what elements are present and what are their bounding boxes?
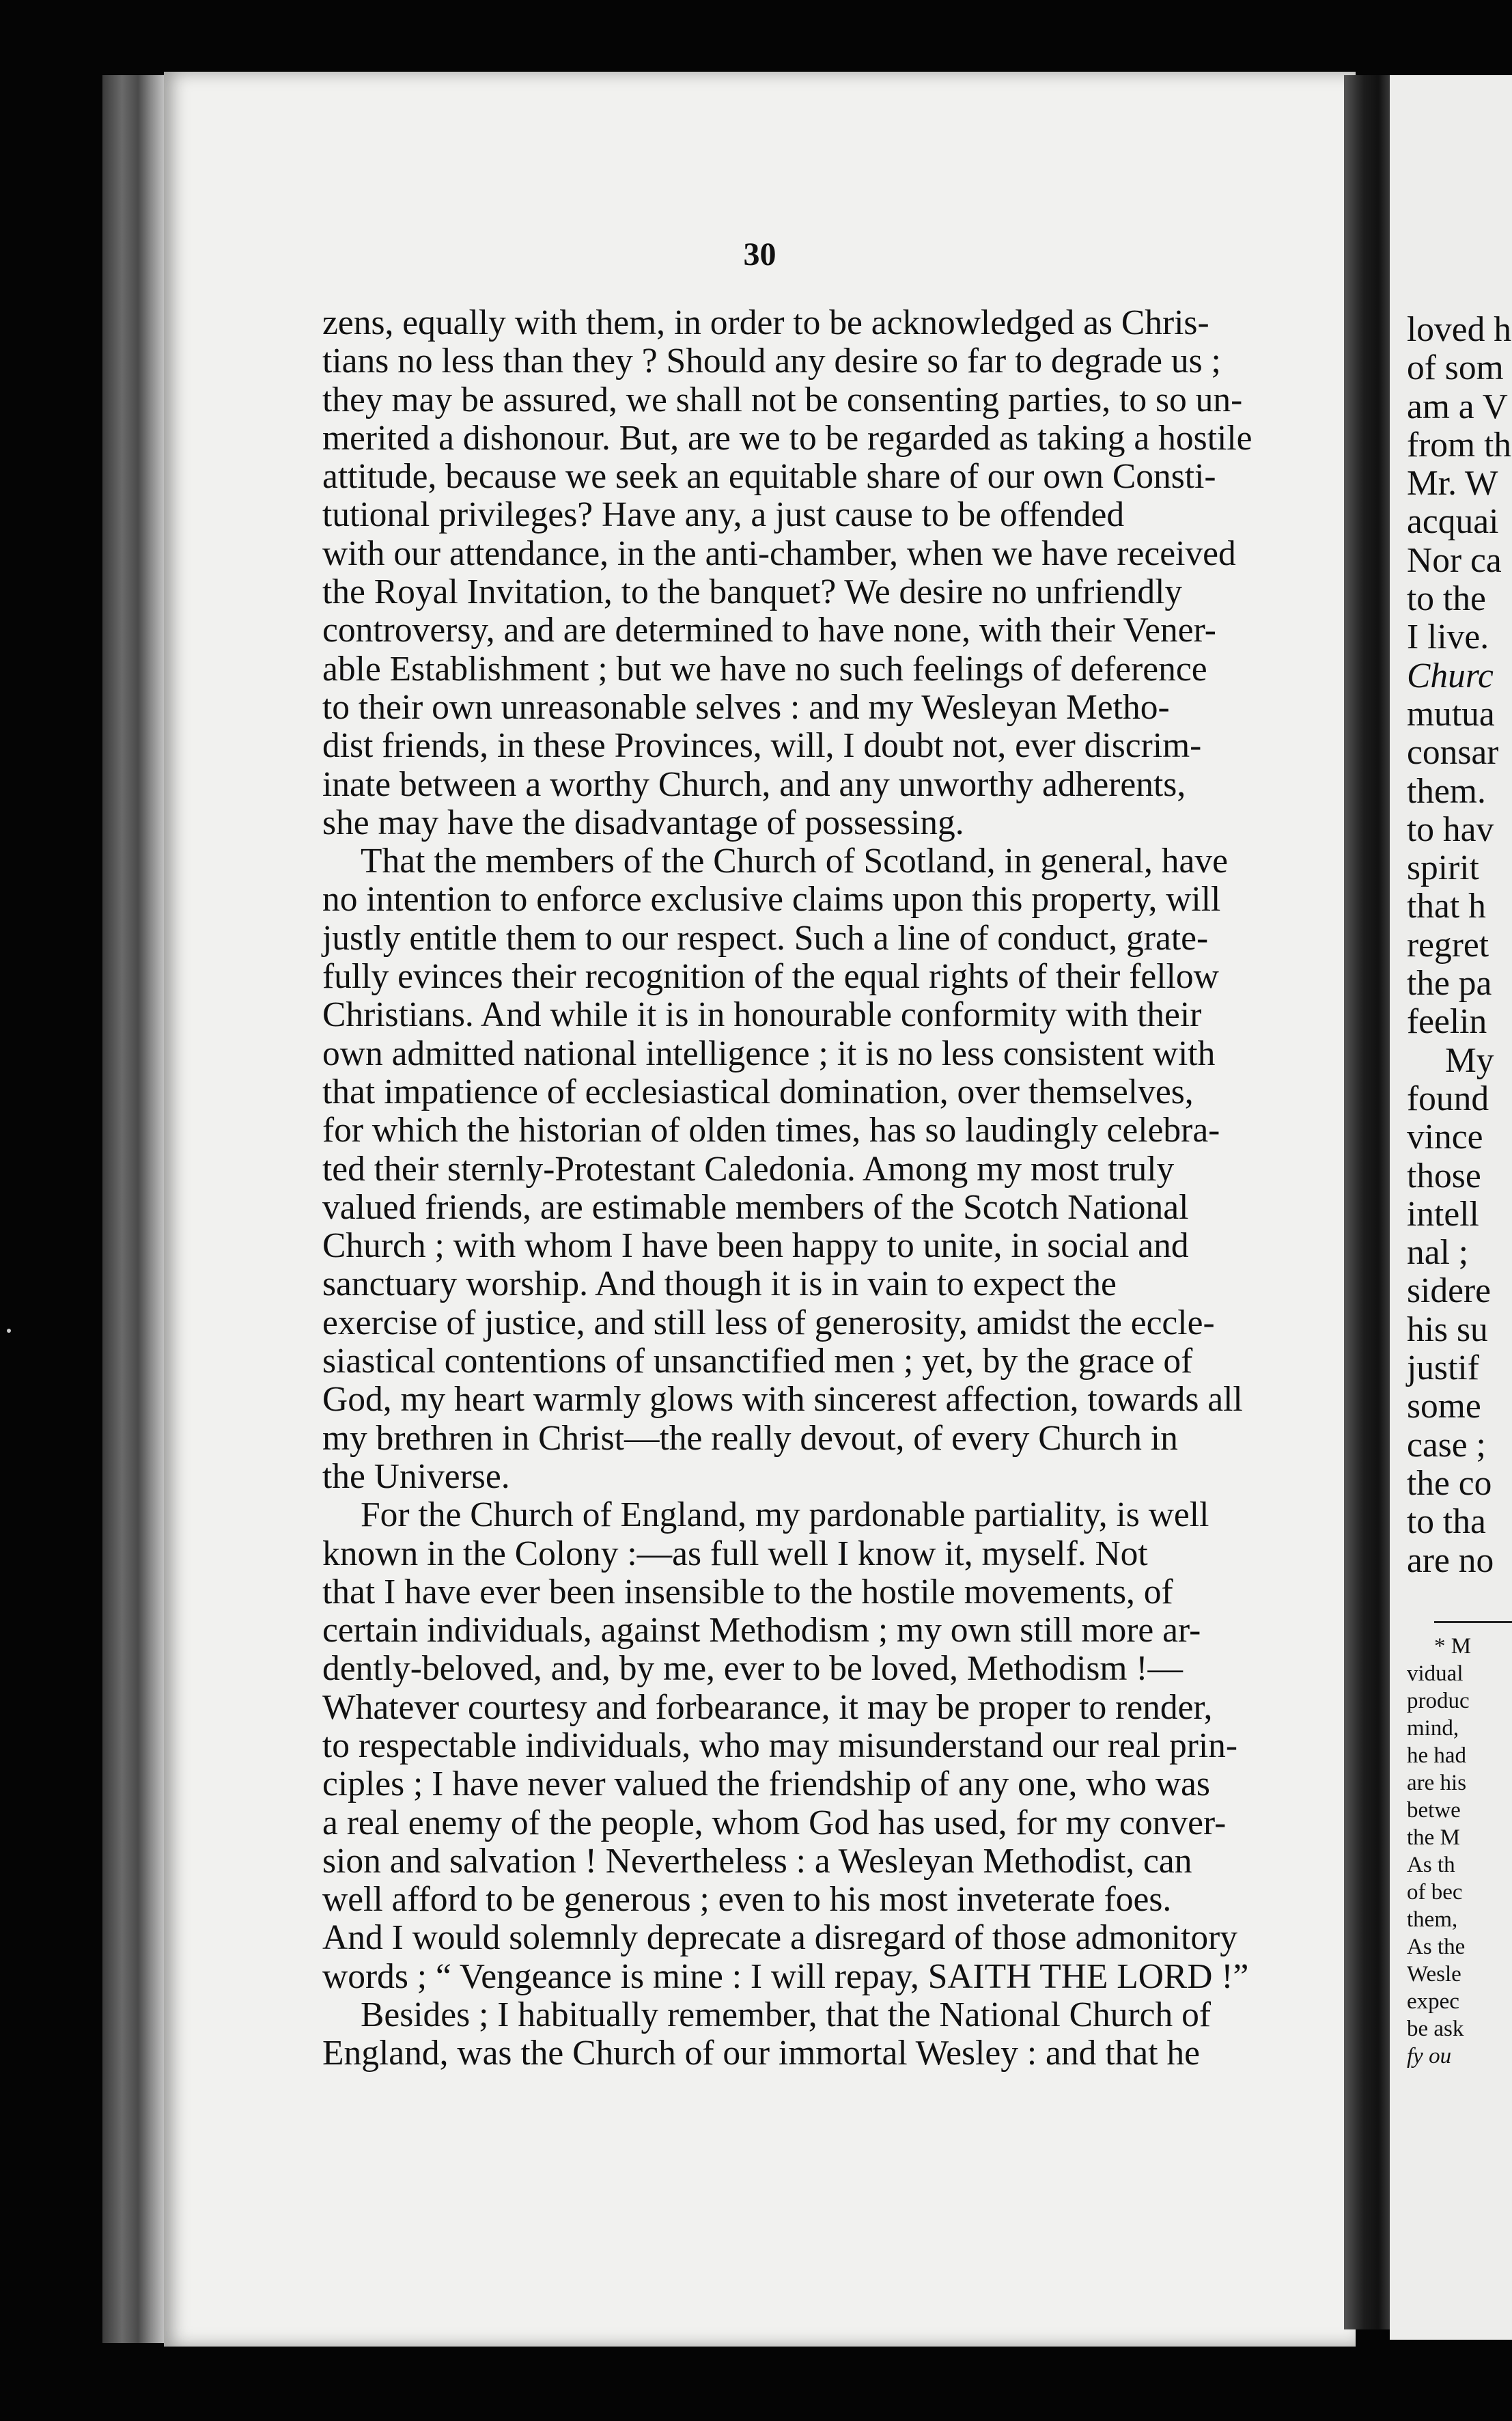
text-line: found [1407,1079,1489,1118]
text-line: the pa [1407,964,1492,1004]
text-line: able Establishment ; but we have no such feelings of deference [322,649,1207,689]
text-line: no intention to enforce exclusive claims upon this property, will [322,880,1221,919]
page-number: 30 [743,236,776,273]
text-line: fully evinces their recognition of the equal rights of their fellow [322,957,1219,997]
text-line: the Royal Invitation, to the banquet? We desire no unfriendly [322,572,1183,612]
footnote-line: fy ou [1407,2044,1452,2069]
text-line: justly entitle them to our respect. Such a line of conduct, grate- [322,918,1209,958]
text-line: God, my heart warmly glows with sincerest affection, towards all [322,1380,1243,1420]
footnote-line: betwe [1407,1798,1461,1823]
footnote-line: he had [1407,1743,1467,1768]
text-line: vince [1407,1118,1483,1157]
text-line: some [1407,1387,1481,1426]
text-line: justif [1407,1348,1479,1388]
text-line: Christians. And while it is in honourable conformity with their [322,995,1202,1035]
text-line: And I would solemnly deprecate a disregard of those admonitory [322,1918,1238,1958]
text-line: to hav [1407,810,1494,849]
text-line: she may have the disadvantage of possessing. [322,803,964,842]
footnote-line: mind, [1407,1716,1459,1741]
text-line: from th [1407,425,1512,465]
body-text [322,304,1483,2073]
text-line: his su [1407,1310,1488,1349]
text-line: tians no less than they ? Should any desire so far to degrade us ; [322,342,1221,381]
footnote-line: As th [1407,1853,1455,1877]
page-edge [102,75,167,2343]
adjacent-page [1390,75,1512,2340]
text-line: to the [1407,579,1486,619]
text-line: regret [1407,925,1489,965]
text-line: a real enemy of the people, whom God has used, for my conver- [322,1803,1227,1842]
text-line: valued friends, are estimable members of the Scotch National [322,1187,1189,1227]
text-line: own admitted national intelligence ; it is no less consistent with [322,1034,1216,1073]
paragraph-start-line: That the members of the Church of Scotland, in general, have [361,842,1228,881]
text-line: my brethren in Christ—the really devout, of every Church in [322,1418,1178,1458]
paragraph-start-line: My [1445,1040,1494,1080]
footnote-line: vidual [1407,1661,1464,1686]
text-line: those [1407,1156,1481,1195]
text-line: zens, equally with them, in order to be acknowledged as Chris- [322,303,1209,342]
text-line: am a V [1407,387,1508,426]
text-line: Whatever courtesy and forbearance, it may be proper to render, [322,1687,1213,1727]
paragraph-start-line: For the Church of England, my pardonable partiality, is well [361,1495,1209,1535]
text-line: for which the historian of olden times, has so laudingly celebra- [322,1111,1220,1150]
text-line: sidere [1407,1271,1491,1311]
adjacent-page-text [1407,311,1511,1580]
footnote-line: them, [1407,1907,1458,1932]
text-line: consar [1407,733,1499,773]
text-line: of som [1407,348,1504,388]
text-line: attitude, because we seek an equitable share of our own Consti- [322,457,1216,497]
footnote-line: be ask [1407,2017,1464,2041]
text-line: to respectable individuals, who may misunderstand our real prin- [322,1726,1238,1765]
footnote-line: the M [1407,1825,1460,1850]
text-line: spirit [1407,848,1479,888]
text-line: England, was the Church of our immortal Wesley : and that he [322,2034,1200,2073]
text-line: the co [1407,1463,1492,1503]
book-gutter [1344,75,1393,2329]
text-line: feelin [1407,1002,1487,1042]
text-line: inate between a worthy Church, and any unworthy adherents, [322,764,1186,804]
text-line: with our attendance, in the anti-chamber, when we have received [322,534,1236,573]
text-line: the Universe. [322,1456,510,1496]
text-line: case ; [1407,1425,1486,1465]
text-line: mutua [1407,694,1495,734]
footnote-line: As the [1407,1935,1466,1959]
text-line: well afford to be generous ; even to his most inveterate foes. [322,1880,1172,1920]
footnote-rule [1434,1621,1512,1623]
text-line: dently-beloved, and, by me, ever to be loved, Methodism !— [322,1649,1184,1689]
text-line: loved h [1407,310,1512,349]
text-line: Nor ca [1407,540,1502,580]
footnote-line: * M [1434,1634,1472,1659]
text-line: are no [1407,1540,1494,1580]
text-line: nal ; [1407,1233,1469,1273]
text-line: them. [1407,771,1486,811]
text-line: that impatience of ecclesiastical domination, over themselves, [322,1072,1194,1111]
footnote-line: produc [1407,1689,1470,1713]
text-line: to their own unreasonable selves : and my Wesleyan Metho- [322,687,1170,727]
text-line: tutional privileges? Have any, a just cause to be offended [322,495,1125,535]
text-line: siastical contentions of unsanctified men ; yet, by the grace of [322,1342,1193,1381]
text-line: exercise of justice, and still less of generosity, amidst the eccle- [322,1303,1215,1342]
text-line: to tha [1407,1502,1486,1542]
text-line: that h [1407,887,1486,926]
text-line: controversy, and are determined to have none, with their Vener- [322,611,1216,650]
book-page [164,72,1356,2347]
text-line: Church ; with whom I have been happy to unite, in social and [322,1226,1189,1266]
text-line: Churc [1407,656,1494,695]
footnote-line: expec [1407,1989,1459,2014]
text-line: sion and salvation ! Nevertheless : a Wesleyan Methodist, can [322,1841,1192,1881]
text-line: Mr. W [1407,464,1498,503]
text-line: known in the Colony :—as full well I know it, myself. Not [322,1534,1148,1573]
text-line: that I have ever been insensible to the hostile movements, of [322,1572,1173,1611]
footnote-line: Wesle [1407,1962,1461,1987]
text-line: I live. [1407,618,1489,657]
text-line: certain individuals, against Methodism ; my own still more ar- [322,1611,1201,1650]
text-line: ted their sternly-Protestant Caledonia. Among my most truly [322,1149,1175,1189]
footnote-line: of bec [1407,1880,1463,1905]
text-line: dist friends, in these Provinces, will, I doubt not, ever discrim- [322,726,1202,766]
text-line: ciples ; I have never valued the friendship of any one, who was [322,1765,1210,1804]
footnote-line: are his [1407,1771,1467,1795]
text-line: acquai [1407,502,1499,542]
text-line: they may be assured, we shall not be consenting parties, to so un- [322,380,1243,419]
text-line: sanctuary worship. And though it is in vain to expect the [322,1264,1117,1304]
text-line: intell [1407,1194,1479,1234]
scan-speck [7,1329,11,1333]
text-line: words ; “ Vengeance is mine : I will repay, SAITH THE LORD !” [322,1956,1249,1996]
paragraph-start-line: Besides ; I habitually remember, that the National Church of [361,1995,1212,2035]
text-line: merited a dishonour. But, are we to be regarded as taking a hostile [322,418,1252,458]
footnote-text [1407,1633,1471,2070]
